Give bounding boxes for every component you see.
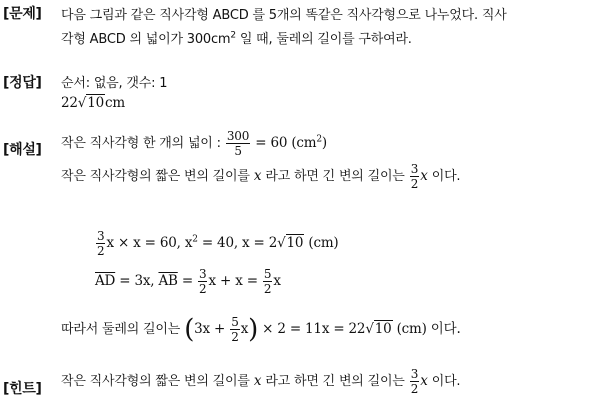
- solution-fraction-2: [410, 163, 419, 190]
- eq2-text-a: = 3x,: [115, 273, 159, 289]
- eq1-unit: (cm): [304, 235, 339, 251]
- eq1-den: 2: [97, 244, 105, 258]
- perimeter-fraction: [230, 316, 239, 343]
- eq2-text-b: =: [177, 273, 198, 289]
- eq2-den2: 2: [263, 282, 272, 296]
- eq2-num1: 3: [199, 267, 207, 281]
- answer-sqrt: √10: [77, 95, 104, 111]
- solution-area-close: ): [321, 135, 327, 151]
- perimeter-den: 2: [231, 330, 239, 344]
- solution-text-2a: 작은 직사각형의 짧은 변의 길이를: [61, 169, 250, 184]
- hint-var-x2: x: [420, 373, 428, 389]
- perimeter-num: 5: [231, 315, 239, 329]
- answer-unit: cm: [104, 95, 125, 111]
- solution-tag: [해설]: [3, 142, 42, 158]
- eq2-den1: 2: [199, 282, 207, 296]
- eq2-text-d: x: [273, 273, 281, 289]
- eq1-text-a: x × x = 60, x: [106, 235, 193, 251]
- answer-coef: 22: [61, 95, 78, 111]
- eq2-text-c: x + x =: [208, 273, 262, 289]
- problem-text-2b: 일 때, 둘레의 길이를 구하여라.: [235, 32, 412, 47]
- segment-ad: $\overline{AD}$: [95, 273, 116, 289]
- answer-line-1: [61, 72, 167, 91]
- answer-radicand: 10: [87, 95, 104, 111]
- eq1-fraction: [96, 230, 105, 257]
- hint-tag: [힌트]: [3, 381, 42, 397]
- frac2-den: 2: [410, 177, 419, 191]
- problem-text-2a: 각형 ABCD 의 넓이가 300cm: [61, 32, 231, 47]
- answer-line-2: [61, 95, 125, 111]
- frac2-num: 3: [410, 162, 419, 176]
- problem-text-1: 다음 그림과 같은 직사각형 ABCD 를 5개의 똑같은 직사각형으로 나누었다. 직사: [61, 8, 507, 23]
- hint-fraction: [410, 368, 419, 395]
- perimeter-line: [61, 316, 461, 343]
- right-paren: ): [248, 314, 259, 345]
- answer-tag: [정답]: [3, 75, 42, 91]
- left-paren: (: [184, 314, 195, 345]
- equation-line-2: [95, 268, 281, 295]
- hint-text-b: 라고 하면 긴 변의 길이는: [265, 374, 405, 389]
- perimeter-expr-a: 3x +: [194, 321, 230, 337]
- eq2-fraction-2: [263, 268, 272, 295]
- hint-text-a: 작은 직사각형의 짧은 변의 길이를: [61, 374, 250, 389]
- perimeter-expr-e: (cm) 이다.: [392, 321, 461, 337]
- solution-area-value: = 60 (cm: [255, 135, 317, 151]
- problem-line-2: [61, 28, 412, 47]
- frac1-num: 300: [226, 129, 250, 143]
- hint-den: 2: [410, 382, 419, 396]
- hint-var-x: x: [253, 373, 262, 389]
- eq2-fraction-1: [198, 268, 207, 295]
- perimeter-text: 따라서 둘레의 길이는: [61, 322, 181, 337]
- solution-line-2: [61, 163, 460, 190]
- hint-num: 3: [410, 367, 419, 381]
- solution-text-2b: 라고 하면 긴 변의 길이는: [265, 169, 405, 184]
- eq1-radicand: 10: [286, 235, 304, 251]
- problem-unit-sup: 2: [230, 30, 236, 41]
- solution-text-1: 작은 직사각형 한 개의 넓이 :: [61, 136, 221, 151]
- perimeter-radicand: 10: [374, 321, 392, 337]
- eq1-text-b: = 40, x = 2: [197, 235, 278, 251]
- answer-order-count: 순서: 없음, 갯수: 1: [61, 76, 168, 91]
- frac1-den: 5: [234, 144, 242, 158]
- problem-line-1: [61, 4, 507, 23]
- perimeter-expr-b: x: [240, 321, 249, 337]
- problem-tag: [문제]: [3, 6, 42, 22]
- solution-text-2c: 이다.: [431, 169, 461, 184]
- solution-var-x2: x: [420, 168, 428, 184]
- perimeter-sqrt: √10: [365, 321, 392, 337]
- hint-text-c: 이다.: [431, 374, 461, 389]
- hint-line: [61, 368, 460, 395]
- perimeter-expr-c: × 2 = 11x = 22: [262, 321, 366, 337]
- eq1-sup: 2: [192, 234, 198, 245]
- solution-var-x: x: [253, 168, 262, 184]
- eq2-num2: 5: [263, 267, 272, 281]
- eq1-sqrt: √10: [277, 235, 304, 251]
- equation-line-1: [95, 230, 339, 257]
- solution-area-sup: 2: [316, 134, 322, 145]
- solution-fraction-1: [226, 130, 250, 157]
- segment-ab: $\overline{AB}$: [158, 273, 178, 289]
- solution-line-1: [61, 130, 327, 157]
- eq1-num: 3: [97, 229, 105, 243]
